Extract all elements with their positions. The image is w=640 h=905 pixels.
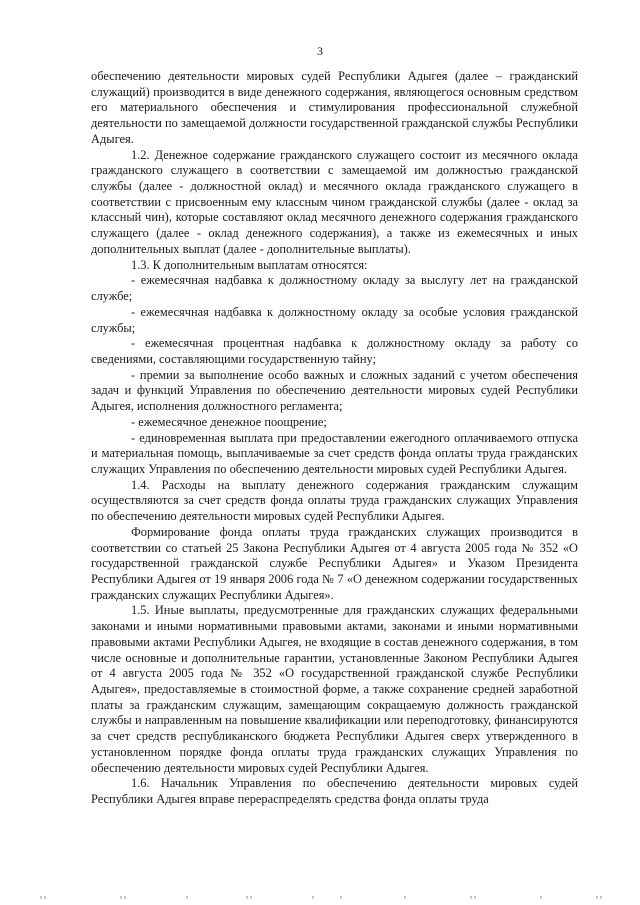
- paragraph-1-3: 1.3. К дополнительным выплатам относятся:: [131, 257, 368, 272]
- list-item-premiums: - премии за выполнение особо важных и сложных заданий с учетом обеспечения задач и функций Управления по обеспечению деятельности мировых судей Республики Адыгея, исполнения должностного регламента;: [91, 367, 578, 414]
- paragraph-1-2: 1.2. Денежное содержание гражданского служащего состоит из месячного оклада гражданского служащего в соответствии с замещаемой им должностью гражданской службы (далее - должностной оклад) и месячного оклада гражданского служащего в соответствии с присвоенным ему классным чином гражданской службы (далее - оклад за классный чин), которые составляют оклад месячного денежного содержания гражданского служащего (далее - оклад денежного содержания), а также из ежемесячных и иных дополнительных выплат (далее - дополнительные выплаты).: [91, 147, 578, 256]
- list-item-monthly-incentive: - ежемесячное денежное поощрение;: [131, 414, 327, 429]
- list-item-vacation-payment: - единовременная выплата при предоставлении ежегодного оплачиваемого отпуска и материальная помощь, выплачиваемые за счет средств фонда оплаты труда гражданских служащих Управления по обеспечению деятельности мировых судей Республики Адыгея.: [91, 430, 578, 476]
- document-body: [91, 69, 578, 808]
- paragraph-fund-formation: Формирование фонда оплаты труда гражданских служащих производится в соответствии со статьей 25 Закона Республики Адыгея от 4 августа 2005 года № 352 «О государственной гражданской службе Республики Адыгея» и Указом Президента Республики Адыгея от 19 января 2006 года № 7 «О денежном содержании государственных гражданских служащих Республики Адыгея».: [91, 524, 578, 602]
- paragraph-1-5: 1.5. Иные выплаты, предусмотренные для гражданских служащих федеральными законами и иными нормативными правовыми актами, законами и иными нормативными правовыми актами Республики Адыгея, не входящие в состав денежного содержания, в том числе основные и дополнительные гарантии, установленные Законом Республики Адыгея от 4 августа 2005 года № 352 «О государственной гражданской службе Республики Адыгея», предоставляемые в стоимостной форме, а также сохранение средней заработной платы за гражданским служащим, замещающим сокращаемую должность гражданской службы и направленным на повышение квалификации или переподготовку, финансируются за счет средств республиканского бюджета Республики Адыгея сверх утвержденного в установленном порядке фонда оплаты труда гражданских служащих Управления по обеспечению деятельности мировых судей Республики Адыгея.: [91, 603, 578, 775]
- list-item-seniority-bonus: - ежемесячная надбавка к должностному окладу за выслугу лет на гражданской службе;: [91, 273, 578, 304]
- paragraph-1-6: 1.6. Начальник Управления по обеспечению деятельности мировых судей Республики Адыгея вправе перераспределять средства фонда оплаты труда: [91, 776, 578, 807]
- paragraph-1-4: 1.4. Расходы на выплату денежного содержания гражданским служащим осуществляются за счет средств фонда оплаты труда гражданских служащих Управления по обеспечению деятельности мировых судей Республики Адыгея.: [91, 477, 578, 524]
- list-item-special-conditions-bonus: - ежемесячная надбавка к должностному окладу за особые условия гражданской службы;: [91, 304, 578, 335]
- list-item-state-secret-bonus: - ежемесячная процентная надбавка к должностному окладу за работу со сведениями, составляющими государственную тайну;: [91, 336, 578, 366]
- scan-edge-marks: [0, 895, 640, 899]
- page-number: 3: [317, 44, 323, 58]
- paragraph-continuation: обеспечению деятельности мировых судей Республики Адыгея (далее – гражданский служащий) производится в виде денежного содержания, являющегося основным средством его материального обеспечения и стимулирования профессиональной служебной деятельности по замещаемой должности государственной гражданской службы Республики Адыгея.: [91, 69, 578, 146]
